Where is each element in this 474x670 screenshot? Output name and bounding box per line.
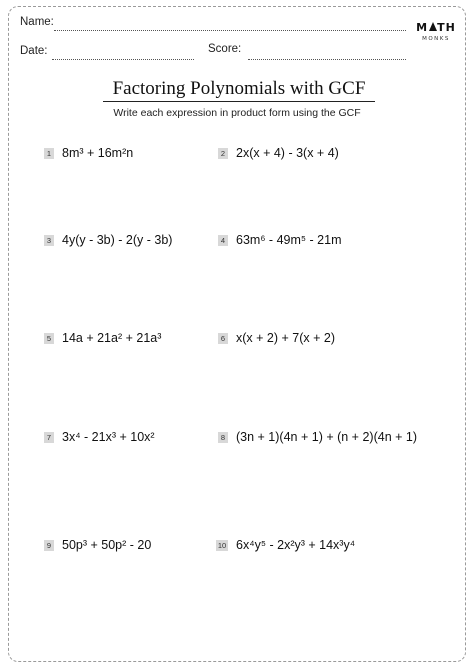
problem-5	[44, 329, 161, 347]
problem-9	[44, 536, 151, 554]
title-underline	[103, 101, 375, 102]
date-line	[52, 59, 194, 60]
problem-number: 8	[218, 432, 228, 443]
problem-expression: (3n + 1)(4n + 1) + (n + 2)(4n + 1)	[236, 430, 417, 444]
problem-number: 1	[44, 148, 54, 159]
problem-number: 3	[44, 235, 54, 246]
problem-4	[218, 231, 342, 249]
problem-10	[216, 536, 355, 554]
problem-expression: 6x⁴y⁵ - 2x²y³ + 14x³y⁴	[236, 538, 356, 552]
problem-number: 5	[44, 333, 54, 344]
problem-3	[44, 231, 172, 249]
problem-number: 10	[217, 540, 227, 550]
problem-1	[44, 144, 133, 162]
problem-expression: 63m⁶ - 49m⁵ - 21m	[236, 233, 342, 247]
problem-expression: 50p³ + 50p² - 20	[62, 538, 152, 552]
name-line	[54, 30, 406, 31]
problem-7	[44, 428, 155, 446]
score-label: Score:	[208, 43, 242, 55]
math-monks-logo	[414, 22, 458, 60]
problem-expression: 3x⁴ - 21x³ + 10x²	[62, 430, 155, 444]
logo-triangle-icon	[429, 22, 437, 31]
logo-word-start: M	[416, 21, 429, 34]
score-line	[248, 59, 406, 60]
problem-number: 6	[218, 333, 228, 344]
logo-subtitle: MONKS	[422, 36, 450, 42]
name-label: Name:	[20, 16, 54, 28]
problem-number: 7	[44, 432, 54, 443]
worksheet-title: Factoring Polynomials with GCF	[112, 78, 366, 99]
problem-8	[218, 428, 417, 446]
problem-expression: 2x(x + 4) - 3(x + 4)	[236, 146, 339, 160]
problem-expression: 8m³ + 16m²n	[62, 146, 134, 160]
problem-number: 9	[44, 540, 54, 551]
problem-expression: 4y(y - 3b) - 2(y - 3b)	[62, 233, 173, 247]
problem-number: 2	[218, 148, 228, 159]
problem-6	[218, 329, 335, 347]
problem-expression: x(x + 2) + 7(x + 2)	[236, 331, 335, 345]
problem-number: 4	[218, 235, 228, 246]
date-label: Date:	[20, 45, 48, 57]
problem-2	[218, 144, 339, 162]
worksheet-instructions: Write each expression in product form using the GCF	[113, 107, 361, 119]
logo-word	[414, 22, 458, 34]
logo-word-end: TH	[437, 21, 456, 34]
problem-expression: 14a + 21a² + 21a³	[62, 331, 162, 345]
